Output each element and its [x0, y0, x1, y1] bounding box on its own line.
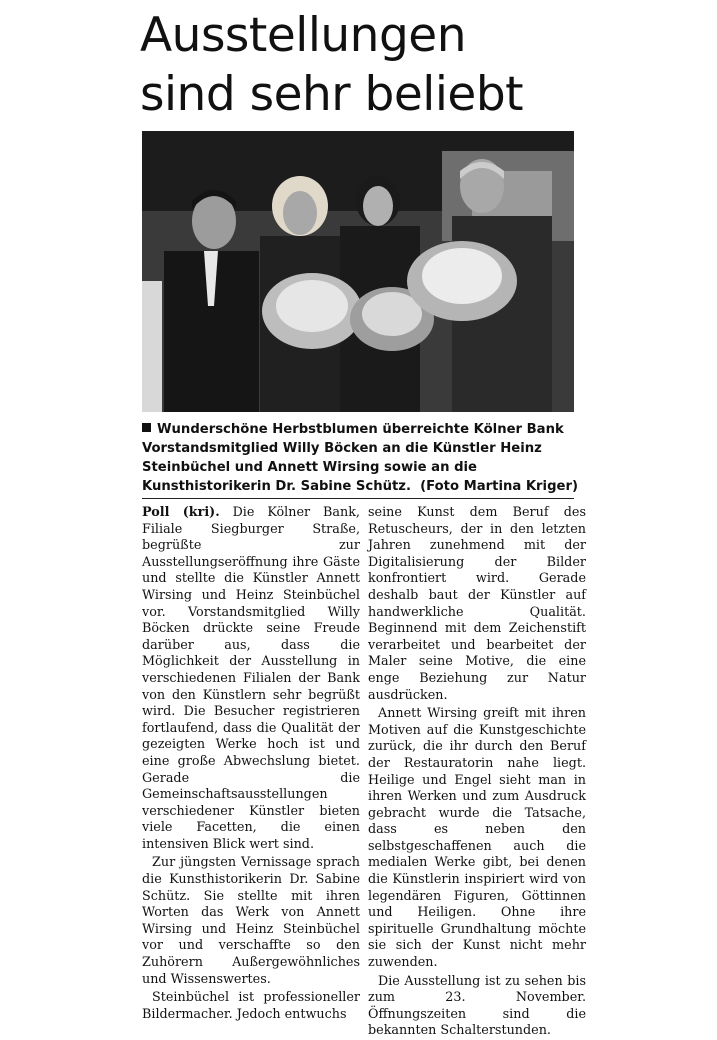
caption-divider: [142, 498, 574, 499]
photo-credit: (Foto Martina Kriger): [420, 479, 578, 494]
article-paragraph: seine Kunst dem Beruf des Retuscheurs, der in den letzten Jahren zunehmend mit der Digitalisierung der Bilder konfrontiert wird. Gerade deshalb baut der Künstler auf handwerkliche Qualität. Beginnend mit dem Zeichenstift verarbeitet und bearbeitet der Maler seine Motive, die eine enge Beziehung zur Natur ausdrücken.: [368, 505, 586, 703]
article-paragraph: Die Ausstellung ist zu sehen bis zum 23. November. Öffnungszeiten sind die bekannten Schalterstunden.: [368, 973, 586, 1039]
photo-caption: [142, 420, 578, 496]
headline: [140, 6, 640, 124]
photo-illustration: [142, 131, 574, 412]
headline-line-2: sind sehr beliebt: [140, 67, 524, 122]
article-paragraph: Annett Wirsing greift mit ihren Motiven auf die Kunstgeschichte zurück, die ihr durch den Beruf der Restauratorin nahe liegt. Heilige und Engel sieht man in ihren Werken und zum Ausdruck gebracht wurde die Tatsache, dass es neben den selbstgeschaffenen auch die medialen Werke gibt, bei denen die Künstlerin inspiriert wird von legendären Figuren, Göttinnen und Heiligen. Ohne ihre spirituelle Grundhaltung möchte sie sich der Kunst nicht mehr zuwenden.: [368, 706, 586, 971]
caption-bullet-icon: [142, 423, 151, 432]
article-paragraph: Zur jüngsten Vernissage sprach die Kunsthistorikerin Dr. Sabine Schütz. Sie stellte mit ihren Worten das Werk von Annett Wirsing und Heinz Steinbüchel vor und verschaffte so den Zuhörern Außergewöhnliches und Wissenswertes.: [142, 855, 360, 987]
article-column-1: [142, 505, 360, 1023]
headline-line-1: Ausstellungen: [140, 8, 466, 63]
article-paragraph: [142, 505, 360, 853]
article-paragraph: Steinbüchel ist professioneller Bildermacher. Jedoch entwuchs: [142, 990, 360, 1022]
news-photo: [142, 131, 574, 412]
caption-text: Wunderschöne Herbstblumen überreichte Kölner Bank Vorstandsmitglied Willy Böcken an die Künstler Heinz Steinbüchel und Annett Wirsing sowie an die Kunsthistorikerin Dr. Sabine Schütz.: [142, 422, 564, 494]
byline: Poll (kri).: [142, 505, 220, 520]
paragraph-text: Die Kölner Bank, Filiale Siegburger Straße, begrüßte zur Ausstellungseröffnung ihre Gäste und stellte die Künstler Annett Wirsing und Heinz Steinbüchel vor. Vorstandsmitglied Willy Böcken drückte seine Freude darüber aus, dass die Möglichkeit der Ausstellung in verschiedenen Filialen der Bank von den Künstlern sehr begrüßt wird. Die Besucher registrieren fortlaufend, dass die Qualität der gezeigten Werke hoch ist und eine große Abwechslung bietet. Gerade die Gemeinschaftsausstellungen verschiedener Künstler bieten viele Facetten, die einen intensiven Blick wert sind.: [142, 505, 360, 852]
article-column-2: [368, 505, 586, 1040]
